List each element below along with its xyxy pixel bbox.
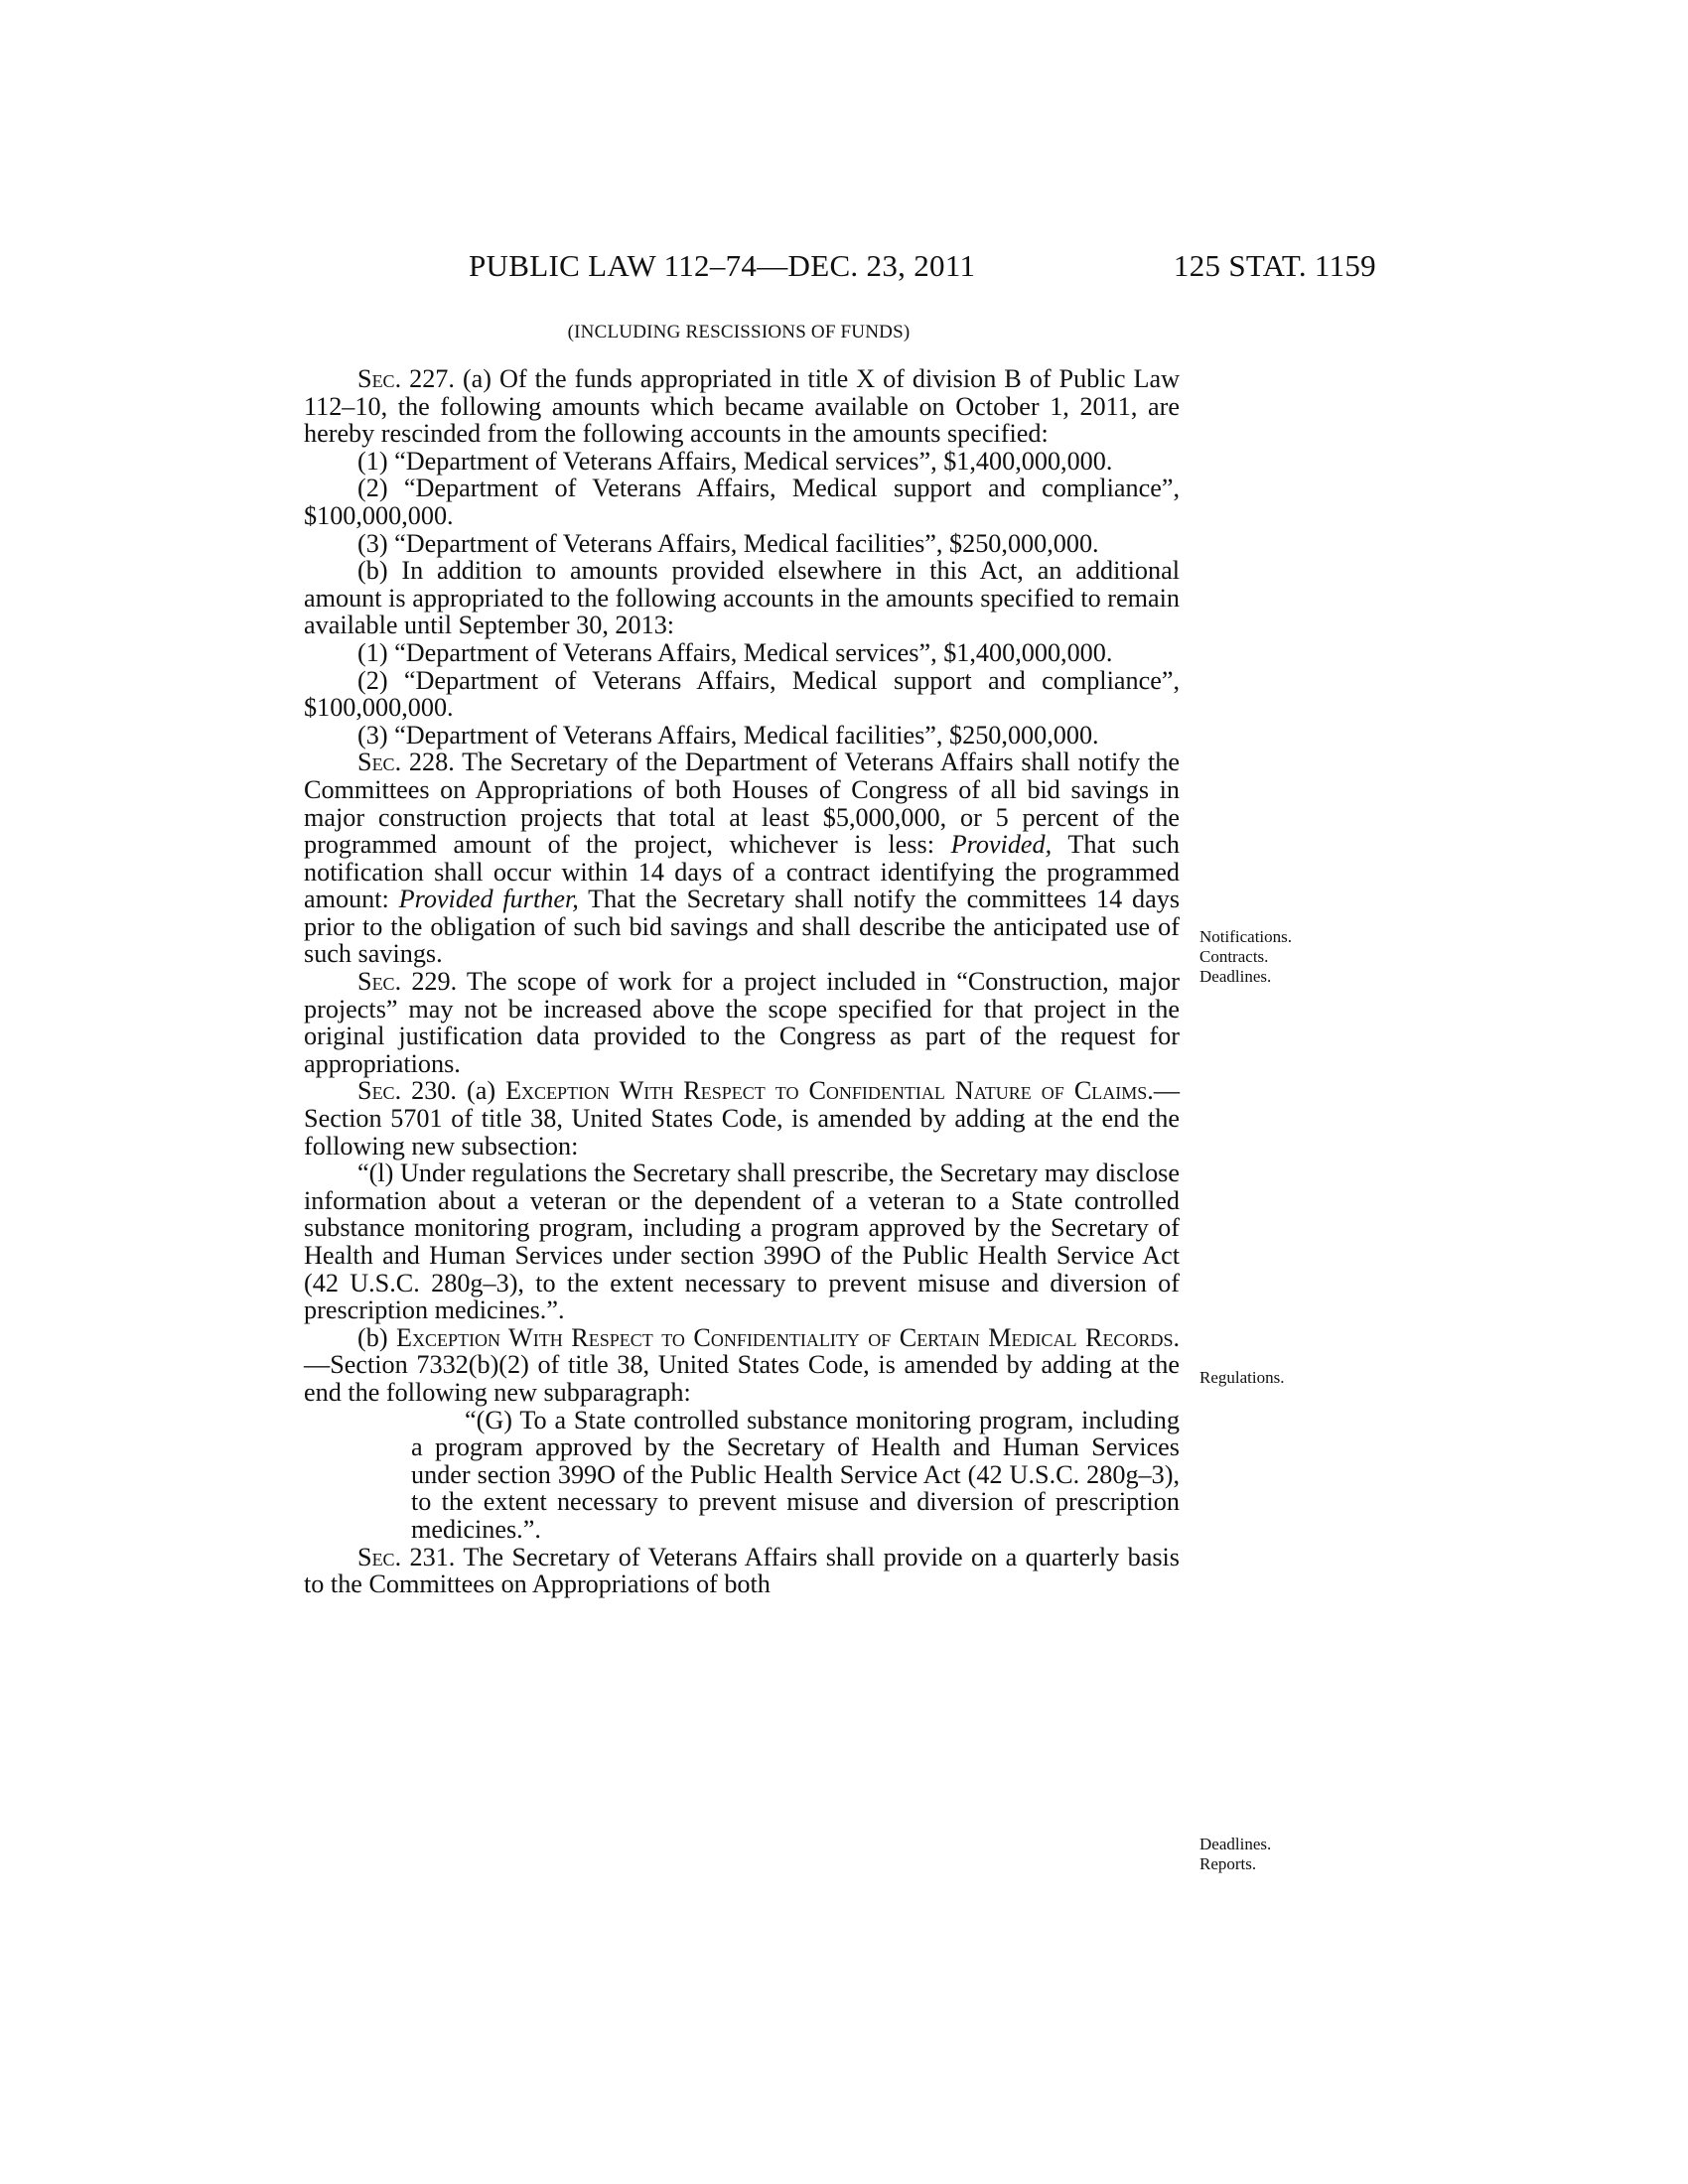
margin-note: Deadlines. bbox=[1199, 1835, 1272, 1853]
sec229-label: Sec. 229. bbox=[357, 967, 458, 997]
sec229 bbox=[304, 968, 1180, 1077]
sec227-a-item-3 bbox=[304, 530, 1180, 558]
sec227-b-item-1 bbox=[304, 639, 1180, 667]
margin-notes-sec228 bbox=[1199, 927, 1319, 987]
statute-page-number: 125 STAT. 1159 bbox=[1173, 248, 1376, 283]
margin-note: Deadlines. bbox=[1199, 967, 1272, 986]
sec227-a bbox=[304, 365, 1180, 448]
sec227-b-item-1-text: (1) “Department of Veterans Affairs, Medical services”, $1,400,000,000. bbox=[357, 637, 1113, 667]
provided-further-proviso: Provided further, bbox=[398, 885, 579, 914]
sec228 bbox=[304, 749, 1180, 968]
sec230-b-text: —Section 7332(b)(2) of title 38, United States Code, is amended by adding at the end the following new subparagraph: bbox=[304, 1350, 1180, 1407]
sec230-b bbox=[304, 1324, 1180, 1407]
sec230-a-quote: “(l) Under regulations the Secretary shall prescribe, the Secretary may disclose information about a veteran or the dependent of a veteran to a State controlled substance monitoring program, including a program approved by the Secretary of Health and Human Services under section 399O of the Public Health Service Act (42 U.S.C. 280g–3), to the extent necessary to prevent misuse and diversion of prescription medicines.”. bbox=[304, 1159, 1180, 1325]
margin-note: Contracts. bbox=[1199, 947, 1269, 966]
sec228-text-2: That such notification shall occur within 14 days of a contract identifying the programmed amount: bbox=[304, 830, 1180, 914]
sec227-b-item-2 bbox=[304, 667, 1180, 722]
margin-note: Notifications. bbox=[1199, 927, 1293, 946]
sec231 bbox=[304, 1544, 1180, 1598]
sec227-b: (b) In addition to amounts provided elsewhere in this Act, an additional amount is appropriated to the following accounts in the amounts specified to remain available until September 30, 2013: bbox=[304, 556, 1180, 640]
sec230-a-text: —Section 5701 of title 38, United States Code, is amended by adding at the end the following new subsection: bbox=[304, 1076, 1181, 1160]
sec230-a bbox=[304, 1077, 1180, 1160]
sec227-label: Sec. 227. bbox=[357, 364, 455, 393]
sec230-a-heading: Exception With Respect to Confidential Nature of Claims. bbox=[505, 1076, 1154, 1106]
sec228-label: Sec. 228. bbox=[357, 748, 455, 777]
margin-note: Regulations. bbox=[1199, 1368, 1285, 1387]
sec230-a-prefix: (a) bbox=[466, 1076, 496, 1106]
sec227-a-item-1-text: (1) “Department of Veterans Affairs, Medical services”, $1,400,000,000. bbox=[357, 446, 1113, 476]
page-header bbox=[298, 248, 1376, 292]
margin-notes-sec231 bbox=[1199, 1835, 1319, 1874]
provided-proviso: Provided, bbox=[950, 830, 1053, 860]
law-title: PUBLIC LAW 112–74—DEC. 23, 2011 bbox=[469, 248, 976, 283]
sec228-text-3: That the Secretary shall notify the committees 14 days prior to the obligation of such bid savings and shall describe the anticipated use of such savings. bbox=[304, 885, 1181, 969]
sec227-a-text: (a) Of the funds appropriated in title X of division B of Public Law 112–10, the following amounts which became available on October 1, 2011, are hereby rescinded from the following accounts in the amounts specified: bbox=[304, 364, 1180, 449]
sec229-text: The scope of work for a project included in “Construction, major projects” may not be increased above the scope specified for that project in the original justification data provided to the Congress as part of the request for appropriations. bbox=[304, 967, 1180, 1078]
sec227-a-item-1 bbox=[304, 448, 1180, 476]
sec227-b-item-3-text: (3) “Department of Veterans Affairs, Medical facilities”, $250,000,000. bbox=[357, 720, 1099, 750]
sec230-b-heading: Exception With Respect to Confidentiality of Certain Medical Records. bbox=[396, 1322, 1181, 1352]
sec227-b-item-3 bbox=[304, 722, 1180, 750]
sec230-b-quote: “(G) To a State controlled substance monitoring program, including a program approved by the Secretary of Health and Human Services under section 399O of the Public Health Service Act (42 U.S.C. 280g–3), to the extent necessary to prevent misuse and diversion of prescription medicines.”. bbox=[411, 1405, 1180, 1544]
sec227-a-item-2-text: (2) “Department of Veterans Affairs, Medical support and compliance”, $100,000,000. bbox=[304, 474, 1180, 530]
margin-notes-sec230 bbox=[1199, 1368, 1319, 1388]
sec231-label: Sec. 231. bbox=[357, 1542, 456, 1571]
sec231-text: The Secretary of Veterans Affairs shall provide on a quarterly basis to the Committees on Appropriations of both bbox=[304, 1542, 1180, 1599]
body-text bbox=[304, 365, 1180, 1598]
sec227-a-item-3-text: (3) “Department of Veterans Affairs, Medical facilities”, $250,000,000. bbox=[357, 528, 1099, 558]
section-subheading: (INCLUDING RESCISSIONS OF FUNDS) bbox=[567, 322, 911, 342]
margin-note: Reports. bbox=[1199, 1854, 1257, 1873]
sec230-label: Sec. 230. bbox=[357, 1076, 457, 1106]
sec227-a-item-2 bbox=[304, 475, 1180, 529]
sec228-text-1: The Secretary of the Department of Veterans Affairs shall notify the Committees on Appropriations of both Houses of Congress of all bid savings in major construction projects that total at least $5,000,000, or 5 percent of the programmed amount of the project, whichever is less: bbox=[304, 748, 1180, 860]
sec230-b-prefix: (b) bbox=[357, 1322, 388, 1352]
sec227-b-item-2-text: (2) “Department of Veterans Affairs, Medical support and compliance”, $100,000,000. bbox=[304, 665, 1180, 723]
